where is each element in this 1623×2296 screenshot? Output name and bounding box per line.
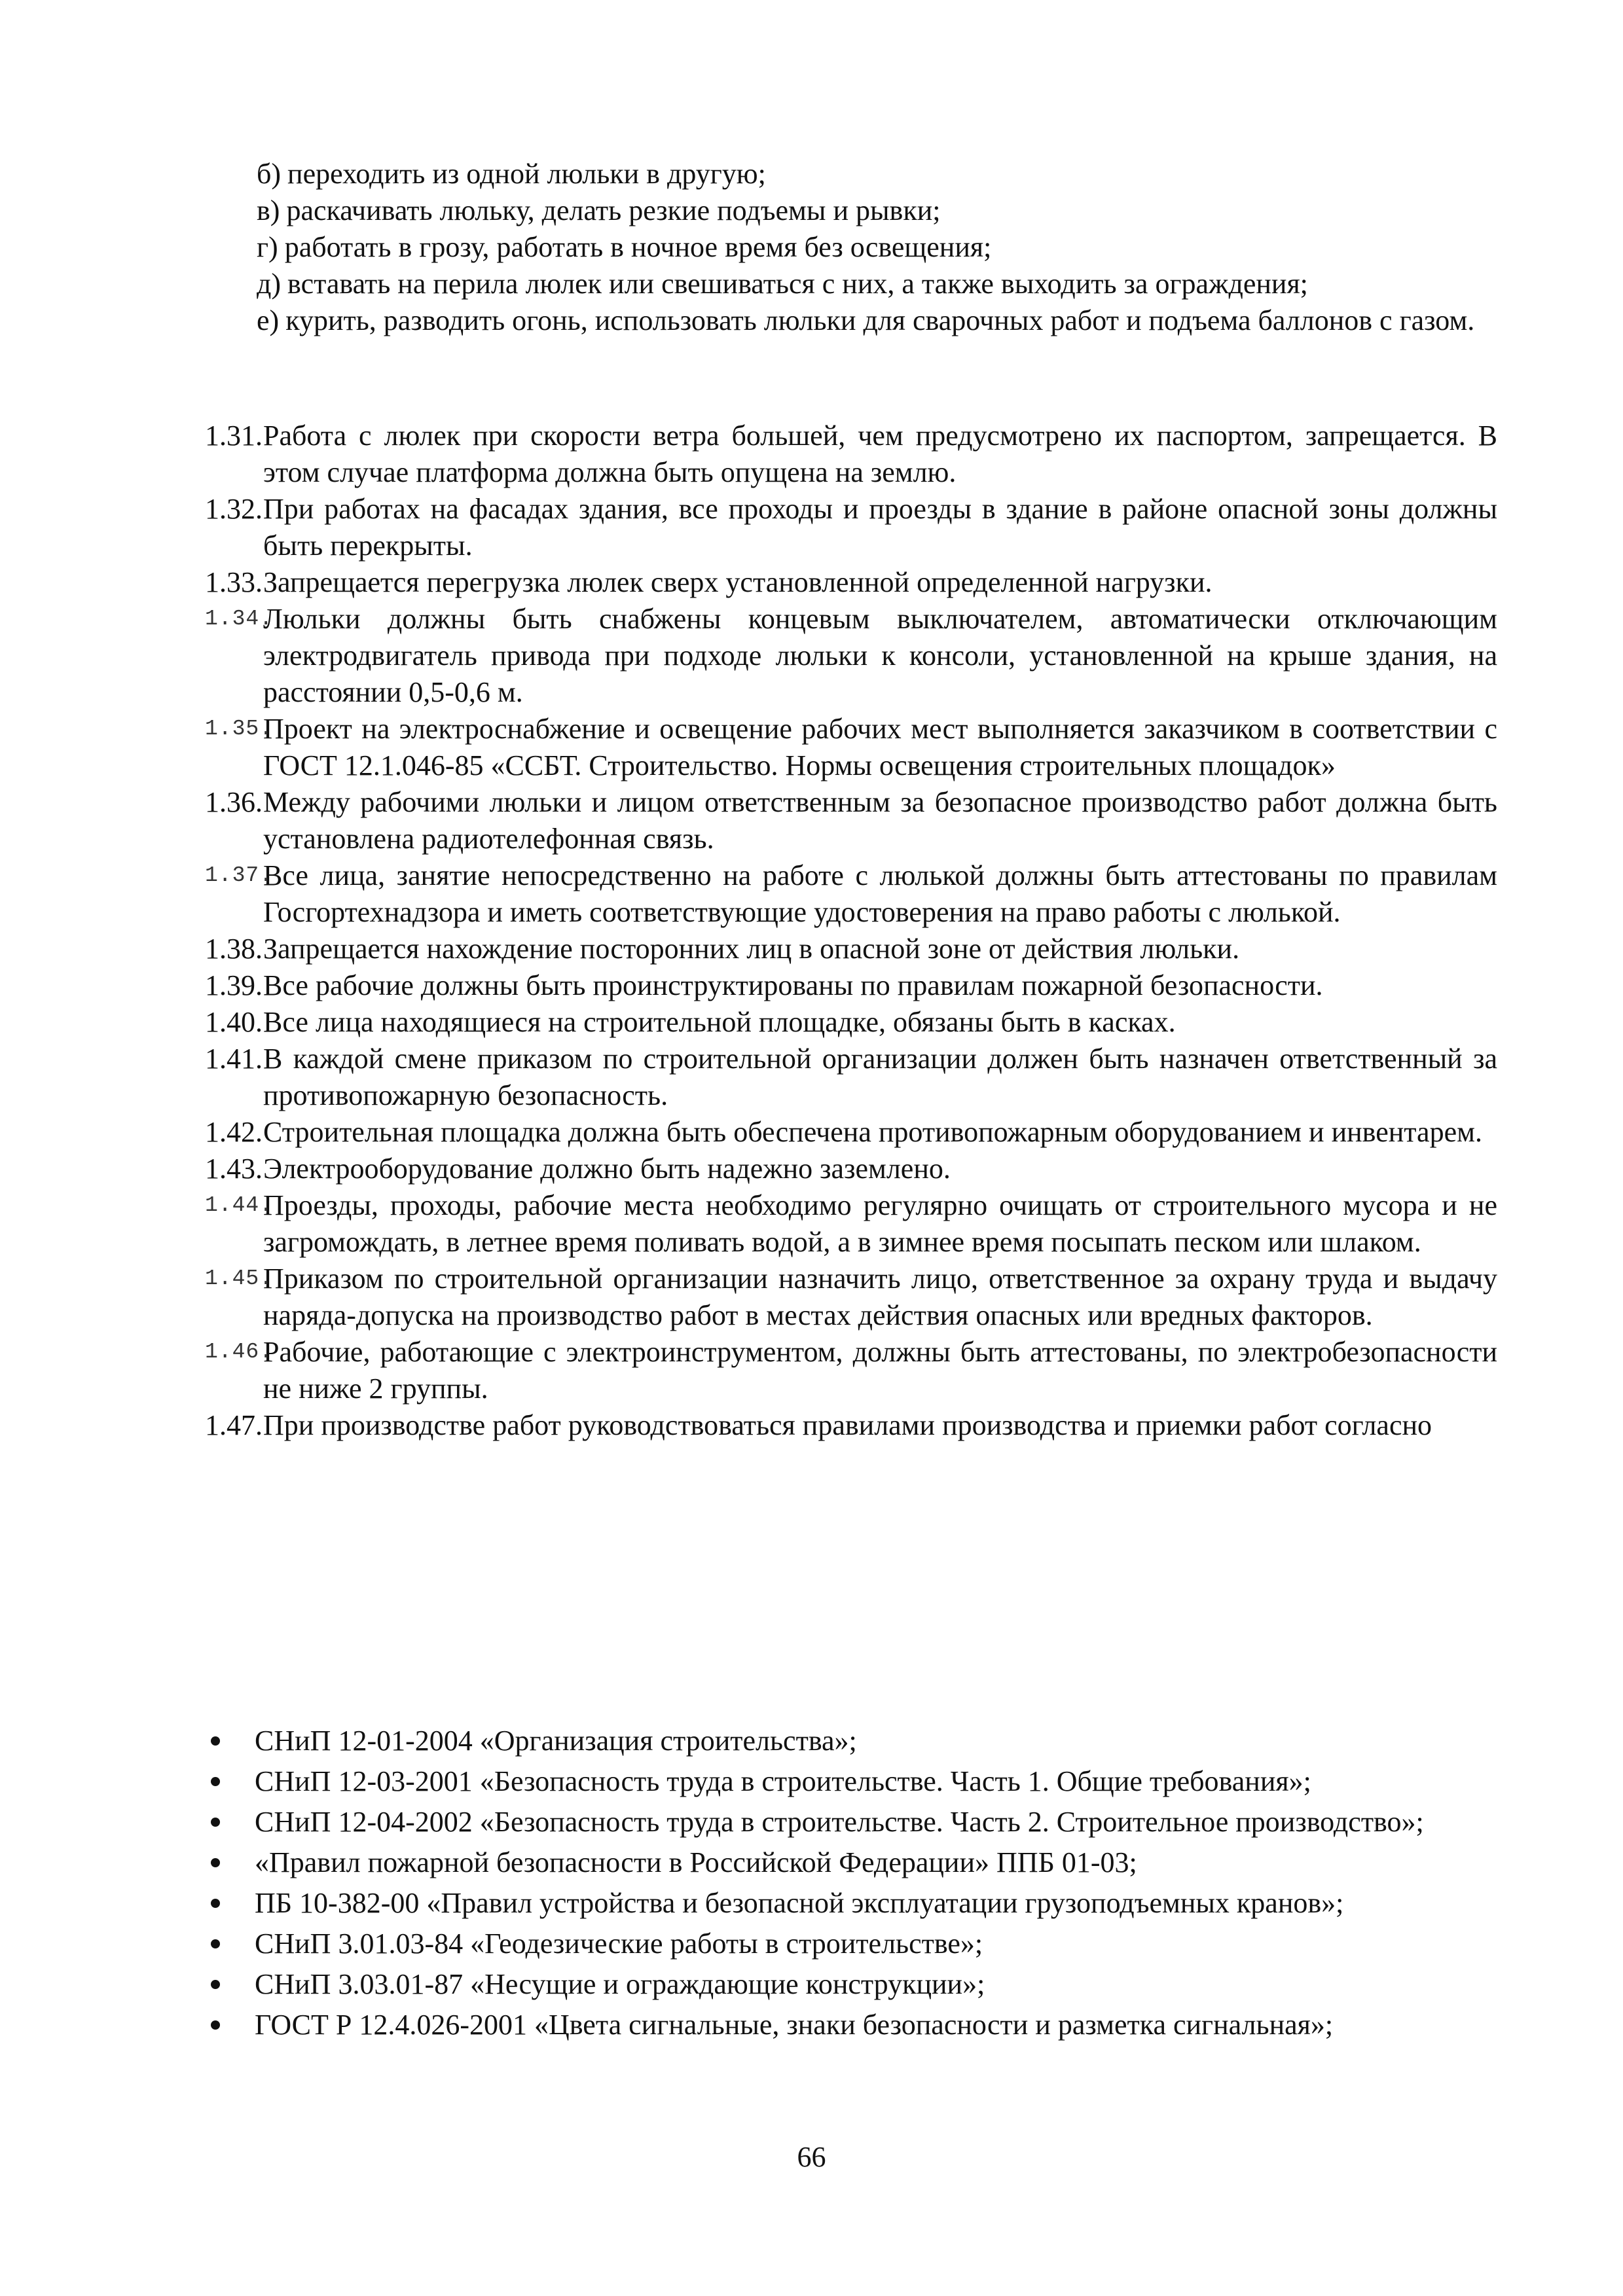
- item-text: работать в грозу, работать в ночное время без освещения;: [284, 231, 992, 263]
- bullet-icon: [211, 1777, 220, 1786]
- bullet-icon: [211, 1899, 220, 1908]
- clause-text: Приказом по строительной организации назначить лицо, ответственное за охрану труда и выдачу наряда-допуска на производство работ в местах действия опасных или вредных факторов.: [263, 1263, 1497, 1331]
- clause-text: Строительная площадка должна быть обеспечена противопожарным оборудованием и инвентарем.: [263, 1116, 1482, 1148]
- bullet-text: СНиП 12-03-2001 «Безопасность труда в строительстве. Часть 1. Общие требования»;: [255, 1765, 1311, 1797]
- clause-text: Все лица, занятие непосредственно на работе с люлькой должны быть аттестованы по правилам Госгортехнадзора и иметь соответствующие удостоверения на право работы с люлькой.: [263, 859, 1497, 928]
- clause-number: 1.38.: [205, 933, 263, 965]
- item-label: д): [257, 268, 282, 300]
- clause-1-41: [205, 1041, 1497, 1114]
- item-label: в): [257, 194, 280, 226]
- clause-text: Все рабочие должны быть проинструктированы по правилам пожарной безопасности.: [263, 969, 1323, 1001]
- list-item: [205, 1966, 1497, 2003]
- clause-number: 1.35.: [205, 717, 274, 741]
- clause-number: 1.31.: [205, 420, 263, 452]
- bullet-icon: [211, 1736, 220, 1746]
- item-text: курить, разводить огонь, использовать люльки для сварочных работ и подъема баллонов с газом.: [285, 304, 1475, 336]
- clause-number: 1.40.: [205, 1006, 263, 1038]
- list-item: [257, 266, 1497, 302]
- clause-text: Электрооборудование должно быть надежно заземлено.: [263, 1153, 951, 1185]
- clause-1-35: [205, 711, 1497, 784]
- clause-text: Проезды, проходы, рабочие места необходимо регулярно очищать от строительного мусора и не загромождать, в летнее время поливать водой, а в зимнее время посыпать песком или шлаком.: [263, 1189, 1497, 1258]
- clause-1-31: [205, 418, 1497, 491]
- prohibited-actions-list: [257, 156, 1497, 339]
- list-item: [205, 2007, 1497, 2043]
- bullet-icon: [211, 2020, 220, 2030]
- clause-number: 1.37.: [205, 863, 274, 888]
- bullet-icon: [211, 1818, 220, 1827]
- page-number: 66: [797, 2141, 826, 2173]
- clause-text: Люльки должны быть снабжены концевым выключателем, автоматически отключающим электродвигатель привода при подходе люльки к консоли, установленной на крыше здания, на расстоянии 0,5-0,6 м.: [263, 603, 1497, 708]
- list-item: [257, 229, 1497, 266]
- clause-1-32: [205, 491, 1497, 564]
- list-item: [205, 1885, 1497, 1922]
- clause-1-45: [205, 1261, 1497, 1334]
- numbered-clauses: [205, 418, 1497, 1444]
- bullet-text: СНиП 12-04-2002 «Безопасность труда в строительстве. Часть 2. Строительное производство»;: [255, 1806, 1424, 1838]
- clause-number: 1.41.: [205, 1043, 263, 1075]
- clause-text: Все лица находящиеся на строительной площадке, обязаны быть в касках.: [263, 1006, 1176, 1038]
- list-item: [205, 1926, 1497, 1962]
- clause-1-33: [205, 564, 1497, 601]
- clause-number: 1.42.: [205, 1116, 263, 1148]
- clause-number: 1.34.: [205, 607, 274, 631]
- clause-number: 1.46.: [205, 1340, 274, 1364]
- clause-number: 1.33.: [205, 566, 263, 598]
- clause-1-42: [205, 1114, 1497, 1151]
- item-label: г): [257, 231, 278, 263]
- regulations-list: [205, 1723, 1497, 2047]
- clause-1-39: [205, 967, 1497, 1004]
- bullet-text: СНиП 3.03.01-87 «Несущие и ограждающие конструкции»;: [255, 1968, 985, 2000]
- clause-number: 1.47.: [205, 1409, 263, 1441]
- clause-1-36: [205, 784, 1497, 857]
- clause-text: Запрещается нахождение посторонних лиц в опасной зоне от действия люльки.: [263, 933, 1240, 965]
- list-item: [257, 302, 1497, 339]
- clause-text: Запрещается перегрузка люлек сверх установленной определенной нагрузки.: [263, 566, 1213, 598]
- list-item: [257, 192, 1497, 229]
- clause-text: Работа с люлек при скорости ветра большей, чем предусмотрено их паспортом, запрещается. В этом случае платформа должна быть опущена на землю.: [263, 420, 1497, 488]
- clause-number: 1.44.: [205, 1193, 274, 1217]
- bullet-text: ГОСТ Р 12.4.026-2001 «Цвета сигнальные, знаки безопасности и разметка сигнальная»;: [255, 2009, 1334, 2041]
- clause-text: Рабочие, работающие с электроинструментом, должны быть аттестованы, по электробезопасности не ниже 2 группы.: [263, 1336, 1497, 1405]
- bullet-icon: [211, 1858, 220, 1867]
- clause-1-37: [205, 857, 1497, 931]
- bullet-text: СНиП 3.01.03-84 «Геодезические работы в строительстве»;: [255, 1928, 983, 1960]
- item-text: раскачивать люльку, делать резкие подъемы и рывки;: [286, 194, 941, 226]
- bullet-text: СНиП 12-01-2004 «Организация строительства»;: [255, 1725, 857, 1757]
- clause-number: 1.43.: [205, 1153, 263, 1185]
- item-label: е): [257, 304, 280, 336]
- clause-text: Проект на электроснабжение и освещение рабочих мест выполняется заказчиком в соответствии с ГОСТ 12.1.046-85 «ССБТ. Строительство. Нормы освещения строительных площадок»: [263, 713, 1497, 781]
- bullet-text: «Правил пожарной безопасности в Российской Федерации» ППБ 01-03;: [255, 1846, 1137, 1878]
- clause-1-38: [205, 931, 1497, 967]
- clause-text: Между рабочими люльки и лицом ответственным за безопасное производство работ должна быть установлена радиотелефонная связь.: [263, 786, 1497, 855]
- bullet-icon: [211, 1939, 220, 1948]
- clause-1-34: [205, 601, 1497, 711]
- list-item: [205, 1723, 1497, 1759]
- list-item: [257, 156, 1497, 192]
- item-text: переходить из одной люльки в другую;: [287, 158, 766, 190]
- clause-text: При производстве работ руководствоваться правилами производства и приемки работ согласно: [263, 1409, 1432, 1441]
- clause-number: 1.32.: [205, 493, 263, 525]
- item-label: б): [257, 158, 282, 190]
- list-item: [205, 1763, 1497, 1800]
- clause-1-46: [205, 1334, 1497, 1407]
- clause-text: В каждой смене приказом по строительной организации должен быть назначен ответственный за противопожарную безопасность.: [263, 1043, 1497, 1111]
- clause-1-43: [205, 1151, 1497, 1187]
- item-text: вставать на перила люлек или свешиваться с них, а также выходить за ограждения;: [287, 268, 1308, 300]
- clause-number: 1.39.: [205, 969, 263, 1001]
- clause-1-47: [205, 1407, 1497, 1444]
- clause-text: При работах на фасадах здания, все проходы и проезды в здание в районе опасной зоны должны быть перекрыты.: [263, 493, 1497, 562]
- list-item: [205, 1844, 1497, 1881]
- clause-number: 1.36.: [205, 786, 263, 818]
- list-item: [205, 1804, 1497, 1840]
- clause-1-44: [205, 1187, 1497, 1261]
- clause-number: 1.45.: [205, 1266, 274, 1291]
- bullet-icon: [211, 1980, 220, 1989]
- clause-1-40: [205, 1004, 1497, 1041]
- bullet-text: ПБ 10-382-00 «Правил устройства и безопасной эксплуатации грузоподъемных кранов»;: [255, 1887, 1344, 1919]
